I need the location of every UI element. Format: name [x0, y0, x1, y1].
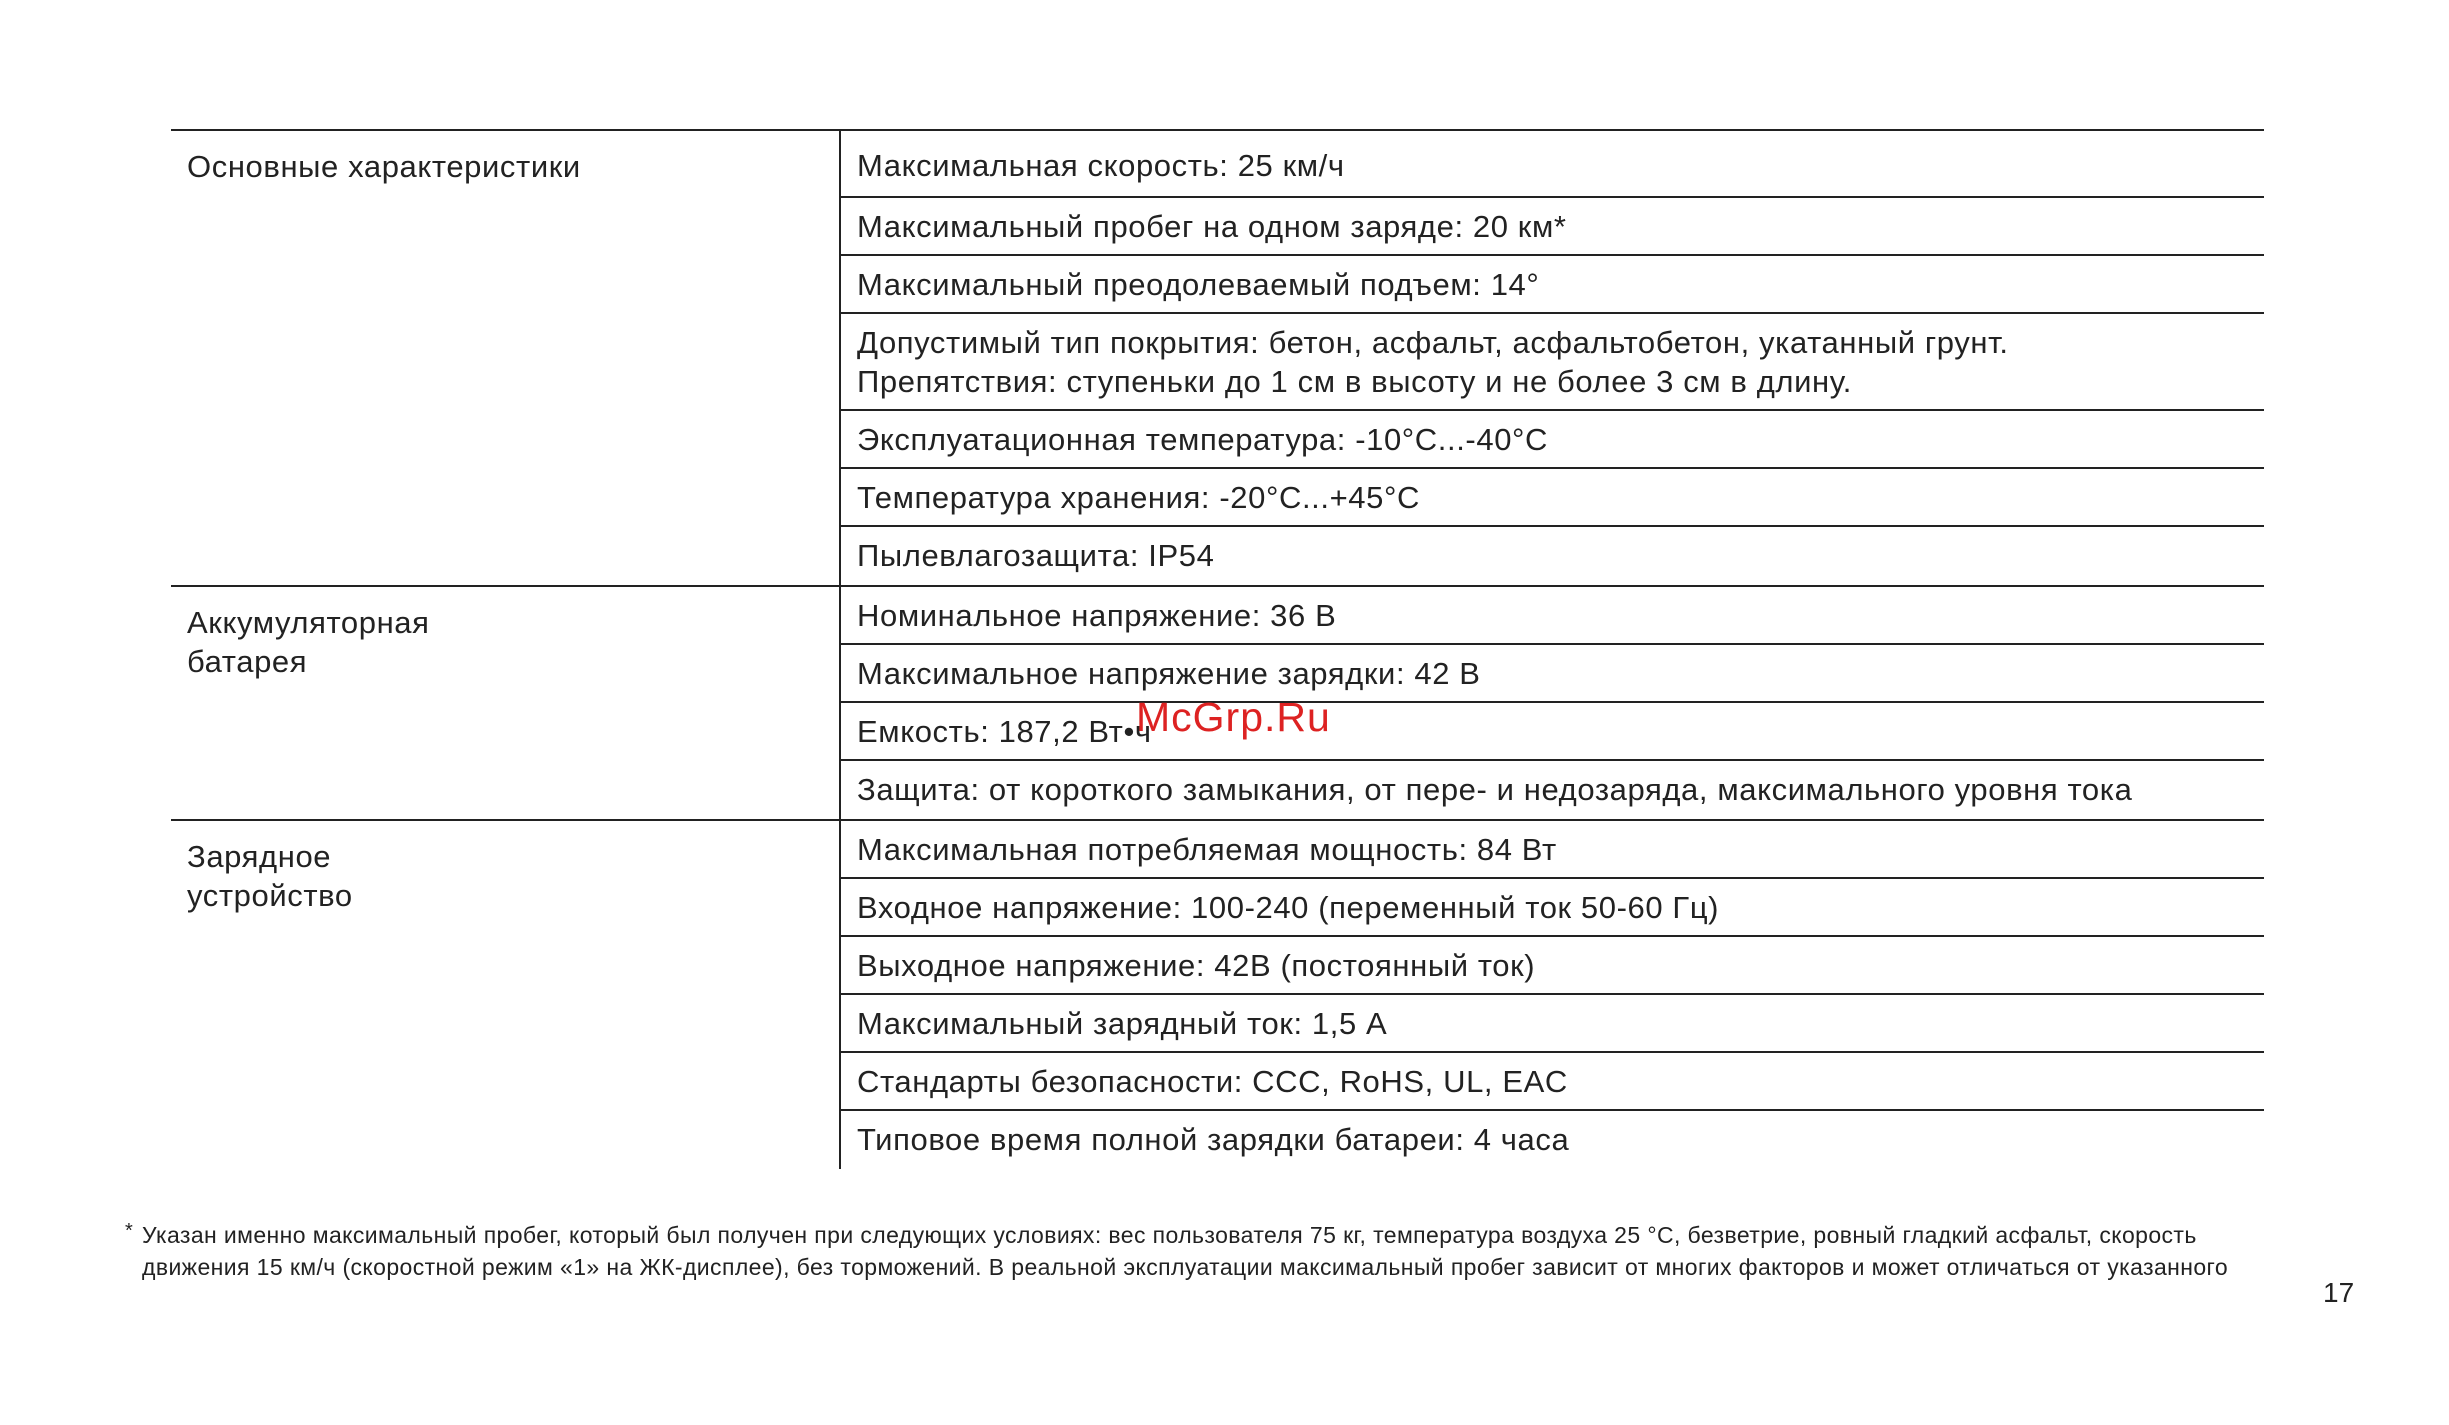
spec-row: Максимальная скорость: 25 км/ч: [841, 131, 2264, 198]
group-label: Основные характеристики: [171, 131, 841, 585]
spec-row: Температура хранения: -20°C...+45°C: [841, 469, 2264, 527]
spec-row: Максимальный преодолеваемый подъем: 14°: [841, 256, 2264, 314]
spec-row: Пылевлагозащита: IP54: [857, 538, 1215, 573]
spec-row: Максимальная потребляемая мощность: 84 Вт: [841, 821, 2264, 879]
spec-table: [171, 129, 2264, 1169]
watermark: McGrp.Ru: [1136, 694, 1331, 740]
spec-row: Допустимый тип покрытия: бетон, асфальт, асфальтобетон, укатанный грунт. Препятствия: ступеньки до 1 см в высоту и не более 3 см в длину.: [841, 314, 2264, 411]
group-label: Аккумуляторная батарея: [171, 587, 841, 819]
spec-row: Входное напряжение: 100-240 (переменный ток 50-60 Гц): [841, 879, 2264, 937]
spec-row: Максимальный зарядный ток: 1,5 А: [841, 995, 2264, 1053]
spec-row: Защита: от короткого замыкания, от пере- и недозаряда, максимального уровня тока: [857, 772, 2133, 807]
spec-group-main: [171, 131, 2264, 587]
footnote-text: Указан именно максимальный пробег, который был получен при следующих условиях: вес пользователя 75 кг, температура воздуха 25 °C, безветрие, ровный гладкий асфальт, скорость движения 15 км/ч (скоростной режим «1» на ЖК-дисплее), без торможений. В реальной эксплуатации максимальный пробег зависит от многих факторов и может отличаться от указанного: [142, 1222, 2229, 1280]
spec-row: Типовое время полной зарядки батареи: 4 часа: [857, 1122, 1570, 1157]
spec-row: Эксплуатационная температура: -10°C...-40°C: [841, 411, 2264, 469]
group-rows: [841, 587, 2264, 819]
spec-group-charger: [171, 821, 2264, 1169]
footnote: [127, 1219, 2267, 1283]
footnote-mark: *: [125, 1220, 133, 1242]
spec-row: Максимальное напряжение зарядки: 42 В: [841, 645, 2264, 703]
spec-row: Номинальное напряжение: 36 В: [841, 587, 2264, 645]
spec-row: Максимальный пробег на одном заряде: 20 км*: [841, 198, 2264, 256]
spec-row: Выходное напряжение: 42В (постоянный ток): [841, 937, 2264, 995]
group-rows: [841, 131, 2264, 585]
group-rows: [841, 821, 2264, 1169]
spec-row: Емкость: 187,2 Вт•ч: [841, 703, 2264, 761]
group-label: Зарядное устройство: [171, 821, 841, 1169]
spec-row: Стандарты безопасности: CCC, RoHS, UL, EAC: [841, 1053, 2264, 1111]
page-number: 17: [2323, 1277, 2355, 1308]
